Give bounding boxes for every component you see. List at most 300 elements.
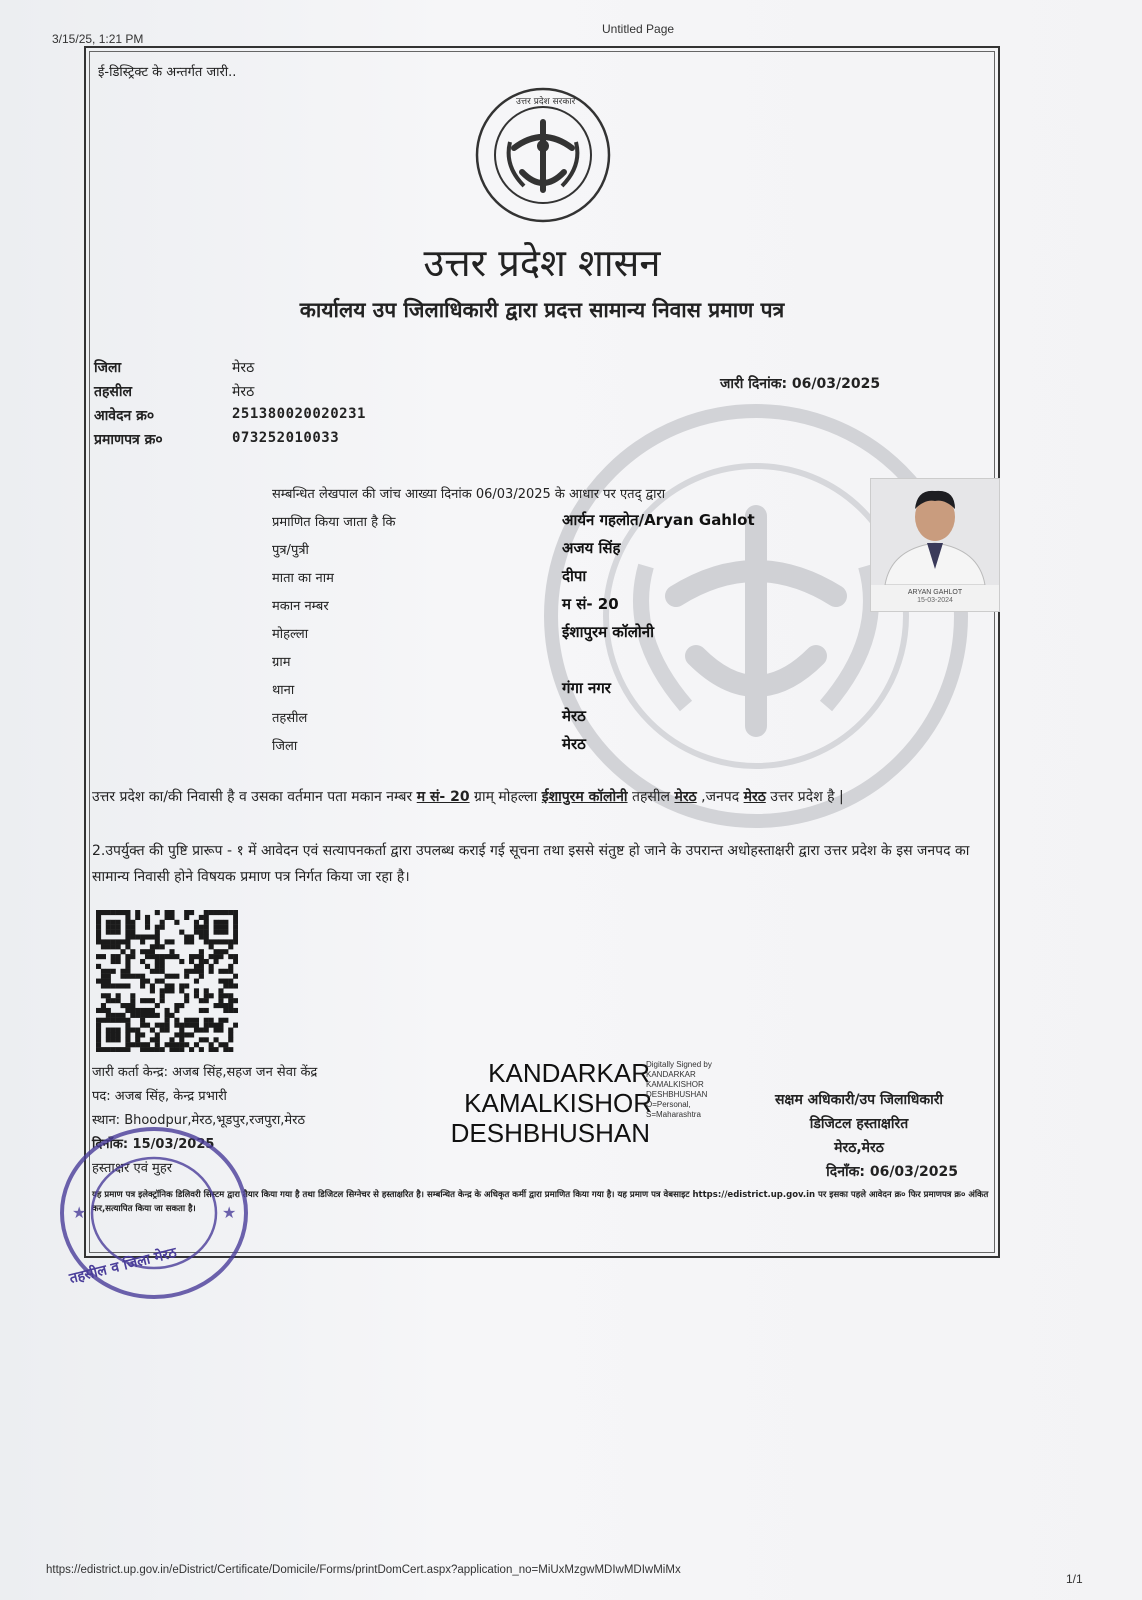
qr-module xyxy=(116,1032,121,1037)
qr-module xyxy=(228,964,233,969)
qr-module xyxy=(96,1047,101,1052)
issuer-place: स्थान: Bhoodpur,मेरठ,भूडपुर,रजपुरा,मेरठ xyxy=(92,1113,305,1128)
svg-text:★: ★ xyxy=(222,1203,237,1222)
qr-module xyxy=(223,1008,228,1013)
qr-module xyxy=(130,925,135,930)
qr-module xyxy=(169,954,174,959)
qr-module xyxy=(130,1013,135,1018)
qr-module xyxy=(214,925,219,930)
para1-house: म सं- 20 xyxy=(416,789,470,805)
qr-module xyxy=(155,910,160,915)
qr-module xyxy=(189,1018,194,1023)
qr-module xyxy=(116,930,121,935)
qr-module xyxy=(160,925,165,930)
qr-module xyxy=(214,1047,219,1052)
qr-code[interactable] xyxy=(96,910,238,1052)
qr-module xyxy=(125,1028,130,1033)
qr-module xyxy=(214,1028,219,1033)
qr-module xyxy=(145,954,150,959)
qr-module xyxy=(101,969,106,974)
qr-module xyxy=(233,925,238,930)
qr-module xyxy=(125,1018,130,1023)
qr-module xyxy=(209,910,214,915)
qr-module xyxy=(145,1042,150,1047)
qr-module xyxy=(214,959,219,964)
qr-module xyxy=(106,1032,111,1037)
qr-code-icon xyxy=(96,910,238,1052)
qr-module xyxy=(116,1013,121,1018)
qr-module xyxy=(214,1003,219,1008)
qr-module xyxy=(179,988,184,993)
qr-module xyxy=(106,983,111,988)
certificate-title: कार्यालय उप जिलाधिकारी द्वारा प्रदत्त सामान्य निवास प्रमाण पत्र xyxy=(299,298,785,322)
qr-module xyxy=(223,939,228,944)
qr-module xyxy=(125,944,130,949)
qr-module xyxy=(145,1013,150,1018)
qr-module xyxy=(130,934,135,939)
qr-module xyxy=(125,983,130,988)
qr-module xyxy=(120,939,125,944)
qr-module xyxy=(204,993,209,998)
qr-module xyxy=(214,910,219,915)
detail-label-police-station: थाना xyxy=(272,683,295,698)
qr-module xyxy=(228,1037,233,1042)
qr-module xyxy=(233,934,238,939)
qr-module xyxy=(194,1042,199,1047)
qr-module xyxy=(120,949,125,954)
qr-module xyxy=(106,969,111,974)
qr-module xyxy=(155,1003,160,1008)
qr-module xyxy=(169,939,174,944)
qr-module xyxy=(228,1032,233,1037)
qr-module xyxy=(106,939,111,944)
qr-module xyxy=(125,964,130,969)
qr-module xyxy=(228,969,233,974)
qr-module xyxy=(106,979,111,984)
detail-label-certified: प्रमाणित किया जाता है कि xyxy=(272,515,396,530)
qr-module xyxy=(96,939,101,944)
qr-module xyxy=(160,944,165,949)
qr-module xyxy=(155,979,160,984)
qr-module xyxy=(106,1047,111,1052)
detail-label-mother: माता का नाम xyxy=(272,571,334,586)
qr-module xyxy=(101,1003,106,1008)
qr-module xyxy=(218,925,223,930)
qr-module xyxy=(106,1018,111,1023)
qr-module xyxy=(160,1028,165,1033)
qr-module xyxy=(174,1018,179,1023)
meta-value-certificate-no: 07325201003З xyxy=(232,430,340,446)
qr-module xyxy=(111,954,116,959)
qr-module xyxy=(150,1037,155,1042)
qr-module xyxy=(111,910,116,915)
applicant-photo xyxy=(870,478,1000,612)
svg-text:★: ★ xyxy=(72,1203,87,1222)
qr-module xyxy=(184,969,189,974)
qr-module xyxy=(140,939,145,944)
qr-module xyxy=(160,964,165,969)
qr-module xyxy=(209,939,214,944)
qr-module xyxy=(218,910,223,915)
print-datetime-label: 3/15/25, 1:21 PM xyxy=(52,32,144,46)
qr-module xyxy=(179,1037,184,1042)
qr-module xyxy=(165,1013,170,1018)
qr-module xyxy=(194,993,199,998)
qr-module xyxy=(184,983,189,988)
qr-module xyxy=(106,920,111,925)
qr-module xyxy=(233,974,238,979)
issue-date: जारी दिनांक: 06/03/2025 xyxy=(720,376,881,392)
qr-module xyxy=(140,1013,145,1018)
qr-module xyxy=(155,1013,160,1018)
qr-module xyxy=(194,979,199,984)
signature-detail-2: KANDARKAR xyxy=(646,1070,696,1079)
authority-block xyxy=(726,1088,992,1184)
qr-module xyxy=(135,1008,140,1013)
qr-module xyxy=(111,939,116,944)
qr-module xyxy=(116,1037,121,1042)
qr-module xyxy=(199,998,204,1003)
qr-module xyxy=(111,925,116,930)
qr-module xyxy=(184,1023,189,1028)
qr-module xyxy=(125,974,130,979)
qr-module xyxy=(130,998,135,1003)
qr-module xyxy=(179,1028,184,1033)
qr-module xyxy=(111,1032,116,1037)
qr-module xyxy=(150,944,155,949)
qr-module xyxy=(135,1028,140,1033)
qr-module xyxy=(209,1042,214,1047)
qr-module xyxy=(145,949,150,954)
qr-module xyxy=(160,1023,165,1028)
qr-module xyxy=(111,998,116,1003)
qr-module xyxy=(169,1042,174,1047)
qr-module xyxy=(140,1047,145,1052)
qr-module xyxy=(179,1047,184,1052)
qr-module xyxy=(130,1008,135,1013)
qr-module xyxy=(218,993,223,998)
qr-module xyxy=(228,983,233,988)
qr-module xyxy=(140,934,145,939)
qr-module xyxy=(160,998,165,1003)
qr-module xyxy=(228,1028,233,1033)
qr-module xyxy=(223,925,228,930)
qr-module xyxy=(106,998,111,1003)
qr-module xyxy=(96,920,101,925)
para1-district: मेरठ xyxy=(743,789,766,805)
qr-module xyxy=(228,1003,233,1008)
qr-module xyxy=(96,925,101,930)
qr-module xyxy=(140,1042,145,1047)
qr-module xyxy=(125,915,130,920)
applicant-portrait-icon xyxy=(871,479,999,585)
qr-module xyxy=(145,925,150,930)
qr-module xyxy=(150,969,155,974)
qr-module xyxy=(174,974,179,979)
qr-module xyxy=(223,920,228,925)
qr-module xyxy=(96,979,101,984)
qr-module xyxy=(101,979,106,984)
qr-module xyxy=(189,910,194,915)
qr-module xyxy=(155,925,160,930)
issuer-designation: पद: अजब सिंह, केन्द्र प्रभारी xyxy=(92,1089,227,1104)
qr-module xyxy=(184,998,189,1003)
detail-label-village: ग्राम xyxy=(272,655,291,670)
qr-module xyxy=(209,1023,214,1028)
meta-label-tehsil: तहसील xyxy=(94,384,132,400)
qr-module xyxy=(96,934,101,939)
qr-module xyxy=(228,910,233,915)
qr-module xyxy=(145,1047,150,1052)
authority-date: दिनाँक: 06/03/2025 xyxy=(826,1164,958,1180)
qr-module xyxy=(233,939,238,944)
qr-module xyxy=(155,959,160,964)
photo-caption-date: 15-03-2024 xyxy=(917,597,953,604)
qr-module xyxy=(174,1023,179,1028)
qr-module xyxy=(101,1047,106,1052)
qr-module xyxy=(194,964,199,969)
digital-signature xyxy=(422,1058,652,1148)
qr-module xyxy=(204,925,209,930)
residence-paragraph xyxy=(92,784,988,810)
qr-module xyxy=(165,1023,170,1028)
qr-module xyxy=(150,1047,155,1052)
qr-module xyxy=(116,939,121,944)
qr-module xyxy=(140,979,145,984)
qr-module xyxy=(111,930,116,935)
qr-module xyxy=(150,954,155,959)
qr-module xyxy=(204,939,209,944)
qr-module xyxy=(184,915,189,920)
authority-digital: डिजिटल हस्ताक्षरित xyxy=(809,1116,909,1132)
qr-module xyxy=(155,1042,160,1047)
qr-module xyxy=(106,993,111,998)
qr-module xyxy=(223,1003,228,1008)
qr-module xyxy=(145,979,150,984)
qr-module xyxy=(189,959,194,964)
qr-module xyxy=(189,954,194,959)
qr-module xyxy=(111,920,116,925)
qr-module xyxy=(101,1018,106,1023)
qr-module xyxy=(223,983,228,988)
qr-module xyxy=(155,1047,160,1052)
qr-module xyxy=(106,1028,111,1033)
qr-module xyxy=(165,910,170,915)
qr-module xyxy=(120,974,125,979)
qr-module xyxy=(150,1013,155,1018)
detail-value-father: अजय सिंह xyxy=(562,539,621,557)
qr-module xyxy=(169,983,174,988)
para1-mohalla: ईशापुरम कॉलोनी xyxy=(541,789,628,805)
detail-value-mother: दीपा xyxy=(562,567,587,585)
qr-module xyxy=(140,1008,145,1013)
meta-value-application-no: 251380020020231 xyxy=(232,406,366,422)
qr-module xyxy=(223,1042,228,1047)
intro-text: सम्बन्धित लेखपाल की जांच आख्या दिनांक 06/03/2025 के आधार पर एतद् द्वारा xyxy=(272,487,666,502)
qr-module xyxy=(111,1037,116,1042)
qr-module xyxy=(106,925,111,930)
qr-module xyxy=(179,930,184,935)
qr-module xyxy=(184,934,189,939)
qr-module xyxy=(101,1008,106,1013)
qr-module xyxy=(145,1008,150,1013)
qr-module xyxy=(135,1037,140,1042)
print-title-label: Untitled Page xyxy=(602,22,675,36)
qr-module xyxy=(214,930,219,935)
qr-module xyxy=(125,1003,130,1008)
qr-module xyxy=(125,1042,130,1047)
qr-module xyxy=(120,1047,125,1052)
qr-module xyxy=(199,974,204,979)
qr-module xyxy=(101,983,106,988)
qr-module xyxy=(174,1047,179,1052)
qr-module xyxy=(189,939,194,944)
qr-module xyxy=(125,969,130,974)
qr-module xyxy=(96,1028,101,1033)
qr-module xyxy=(145,920,150,925)
qr-module xyxy=(214,1037,219,1042)
qr-module xyxy=(214,939,219,944)
qr-module xyxy=(204,1028,209,1033)
qr-module xyxy=(204,915,209,920)
qr-module xyxy=(140,959,145,964)
qr-module xyxy=(150,949,155,954)
qr-module xyxy=(135,910,140,915)
qr-module xyxy=(189,1023,194,1028)
qr-module xyxy=(223,910,228,915)
qr-module xyxy=(233,915,238,920)
qr-module xyxy=(96,1032,101,1037)
qr-module xyxy=(130,993,135,998)
qr-module xyxy=(218,1028,223,1033)
qr-module xyxy=(233,959,238,964)
qr-module xyxy=(179,983,184,988)
qr-module xyxy=(106,930,111,935)
qr-module xyxy=(155,944,160,949)
qr-module xyxy=(160,1047,165,1052)
qr-module xyxy=(214,920,219,925)
qr-module xyxy=(130,930,135,935)
qr-module xyxy=(218,939,223,944)
qr-module xyxy=(125,934,130,939)
qr-module xyxy=(116,925,121,930)
photo-caption-name: ARYAN GAHLOT xyxy=(907,589,963,596)
qr-module xyxy=(135,1032,140,1037)
para1-text-1: उत्तर प्रदेश का/की निवासी है व उसका वर्तमान पता मकान नम्बर xyxy=(92,789,417,805)
detail-label-house: मकान नम्बर xyxy=(272,599,329,614)
qr-module xyxy=(130,1028,135,1033)
qr-module xyxy=(165,915,170,920)
qr-module xyxy=(228,939,233,944)
signature-line-3: DESHBHUSHAN xyxy=(450,1118,650,1148)
qr-module xyxy=(204,1008,209,1013)
qr-module xyxy=(106,1013,111,1018)
qr-module xyxy=(214,949,219,954)
qr-module xyxy=(116,993,121,998)
qr-module xyxy=(111,1028,116,1033)
qr-module xyxy=(218,949,223,954)
certificate-frame xyxy=(67,46,1000,1288)
qr-module xyxy=(125,1047,130,1052)
detail-label-district: जिला xyxy=(272,739,298,754)
qr-module xyxy=(218,998,223,1003)
qr-module xyxy=(150,998,155,1003)
qr-module xyxy=(145,964,150,969)
issued-under-text: ई-डिस्ट्रिक्ट के अन्तर्गत जारी.. xyxy=(98,65,237,80)
meta-label-certificate-no: प्रमाणपत्र क्र० xyxy=(94,432,163,448)
qr-module xyxy=(169,1047,174,1052)
qr-module xyxy=(101,974,106,979)
qr-module xyxy=(174,1003,179,1008)
qr-module xyxy=(223,993,228,998)
qr-module xyxy=(228,979,233,984)
qr-module xyxy=(199,930,204,935)
qr-module xyxy=(209,954,214,959)
qr-module xyxy=(155,1037,160,1042)
qr-module xyxy=(160,959,165,964)
qr-module xyxy=(233,983,238,988)
qr-module xyxy=(228,944,233,949)
qr-module xyxy=(106,910,111,915)
qr-module xyxy=(199,964,204,969)
qr-module xyxy=(233,910,238,915)
qr-module xyxy=(106,1037,111,1042)
qr-module xyxy=(125,920,130,925)
qr-module xyxy=(233,1023,238,1028)
qr-module xyxy=(96,964,101,969)
qr-module xyxy=(135,934,140,939)
para1-tehsil: मेरठ xyxy=(674,789,697,805)
qr-module xyxy=(116,910,121,915)
qr-module xyxy=(116,1018,121,1023)
qr-module xyxy=(120,969,125,974)
qr-module xyxy=(155,969,160,974)
signature-detail-5: O=Personal, xyxy=(646,1100,691,1109)
qr-module xyxy=(184,1042,189,1047)
qr-module xyxy=(233,920,238,925)
signature-detail-6: S=Maharashtra xyxy=(646,1110,701,1119)
qr-module xyxy=(223,979,228,984)
qr-module xyxy=(204,910,209,915)
qr-module xyxy=(155,930,160,935)
qr-module xyxy=(184,974,189,979)
qr-module xyxy=(155,1023,160,1028)
qr-module xyxy=(223,949,228,954)
issuer-signature-label: हस्ताक्षर एवं मुहर xyxy=(92,1161,173,1176)
qr-module xyxy=(101,993,106,998)
qr-module xyxy=(145,1023,150,1028)
qr-module xyxy=(194,930,199,935)
qr-module xyxy=(96,915,101,920)
signature-line-2: KAMALKISHOR xyxy=(464,1088,652,1118)
meta-label-district: जिला xyxy=(94,360,122,376)
qr-module xyxy=(174,954,179,959)
qr-module xyxy=(120,1018,125,1023)
qr-module xyxy=(179,1003,184,1008)
qr-module xyxy=(209,1047,214,1052)
qr-module xyxy=(150,1028,155,1033)
qr-module xyxy=(125,1008,130,1013)
qr-module xyxy=(209,944,214,949)
qr-module xyxy=(96,1037,101,1042)
qr-module xyxy=(106,944,111,949)
qr-module xyxy=(130,949,135,954)
qr-module xyxy=(194,1023,199,1028)
government-title: उत्तर प्रदेश शासन xyxy=(423,241,661,285)
qr-module xyxy=(169,910,174,915)
qr-module xyxy=(150,983,155,988)
qr-module xyxy=(165,1042,170,1047)
